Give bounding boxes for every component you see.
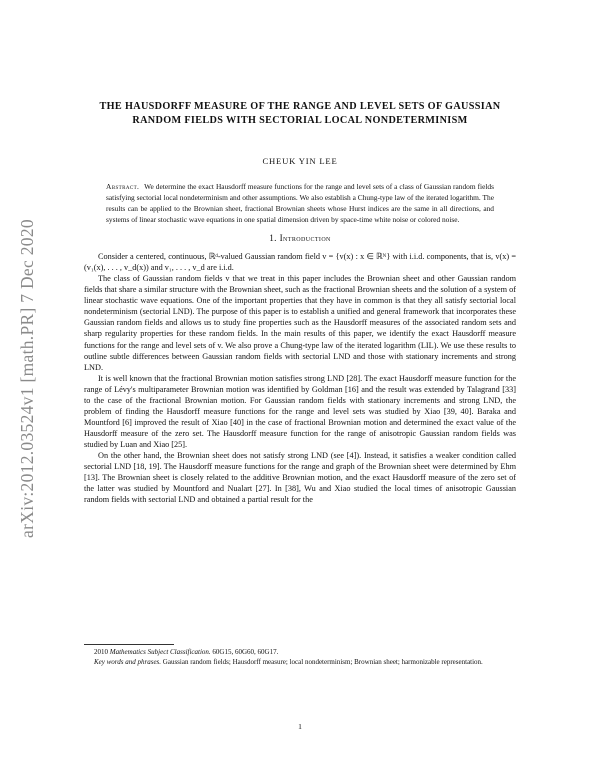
keywords-footnote	[84, 657, 516, 667]
arxiv-identifier-text: arXiv:2012.03524v1 [math.PR] 7 Dec 2020	[16, 218, 37, 538]
msc-label: Mathematics Subject Classification.	[109, 648, 211, 656]
abstract	[106, 181, 494, 225]
msc-year: 2010	[94, 648, 108, 656]
arxiv-identifier	[14, 183, 40, 573]
abstract-text: We determine the exact Hausdorff measure functions for the range and level sets of a class of Gaussian random fields satisfying sectorial local nondeterminism and other assumptions. We also establish a Chung-type law of the iterated logarithm. The results can be applied to the Brownian sheet, fractional Brownian sheets whose Hurst indices are the same in all directions, and systems of linear stochastic wave equations in one spatial dimension driven by space-time white noise or colored noise.	[106, 182, 494, 225]
section-heading	[84, 233, 516, 243]
paragraph: It is well known that the fractional Brownian motion satisfies strong LND [28]. The exact Hausdorff measure function for the range of Lévy's multiparameter Brownian motion was identified by Goldman [16] and the result was extended by Talagrand [33] to the case of the fractional Brownian motion. For Gaussian random fields with stationary increments and strong LND, the problem of finding the Hausdorff measure functions for the range and level sets was studied by Xiao [39, 40]. Baraka and Mountford [6] improved the result of Xiao [40] in the case of fractional Brownian motion and determined the exact value of the Hausdorff measure of the zero set. The Hausdorff measure function for the range of anisotropic Gaussian random fields was studied by Luan and Xiao [25].	[84, 373, 516, 450]
page-number: 1	[298, 722, 302, 731]
section-title-text: Introduction	[279, 233, 331, 243]
paper-title: THE HAUSDORFF MEASURE OF THE RANGE AND LEVEL SETS OF GAUSSIAN RANDOM FIELDS WITH SECTORIAL LOCAL NONDETERMINISM	[99, 101, 501, 126]
section-body	[84, 251, 516, 505]
paper-author: CHEUK YIN LEE	[262, 156, 338, 166]
paragraph: The class of Gaussian random fields v that we treat in this paper includes the Brownian sheet and other Gaussian random fields that share a similar structure with the Brownian sheet, such as the fractional Brownian sheets and the solution of a system of linear stochastic wave equations. One of the important properties that they have in common is that they all satisfy sectorial local nondeterminism (sectorial LND). The purpose of this paper is to establish a unified and general framework that incorporates these Gaussian random fields and allows us to study fine properties such as the Hausdorff measures of the associated random sets and sharp regularity properties for these random fields. In the main results of this paper, we identify the exact Hausdorff measure functions for the range and level sets of v. We also prove a Chung-type law of the iterated logarithm (LIL). We use these results to outline subtle differences between Gaussian random fields with sectorial LND and those with stationary increments and strong LND.	[84, 274, 516, 372]
section-number: 1.	[269, 233, 277, 243]
footnote-rule	[84, 644, 174, 645]
msc-footnote	[84, 647, 516, 657]
keywords-text: Gaussian random fields; Hausdorff measure; local nondeterminism; Brownian sheet; harmonizable representation.	[162, 658, 483, 667]
paragraph: On the other hand, the Brownian sheet does not satisfy strong LND (see [4]). Instead, it satisfies a weaker condition called sectorial LND [18, 19]. The Hausdorff measure functions for the range and graph of the Brownian sheet were determined by Ehm [13]. The Brownian sheet is closely related to the additive Brownian motion, and the exact Hausdorff measure of the zero set of the latter was studied by Mountford and Nualart [27]. In [38], Wu and Xiao studied the local times of anisotropic Gaussian random fields with sectorial LND and obtained a partial result for the	[84, 451, 516, 505]
footnotes	[84, 644, 516, 668]
keywords-label: Key words and phrases.	[94, 658, 162, 667]
paragraph: Consider a centered, continuous, ℝᵈ-valued Gaussian random field v = {v(x) : x ∈ ℝᴺ} with i.i.d. components, that is, v(x) = (v₁(x), . . . , v_d(x)) and v₁, . . . , v_d are i.i.d.	[84, 252, 516, 273]
msc-codes: 60G15, 60G60, 60G17.	[212, 648, 279, 656]
abstract-label: Abstract.	[106, 182, 140, 191]
